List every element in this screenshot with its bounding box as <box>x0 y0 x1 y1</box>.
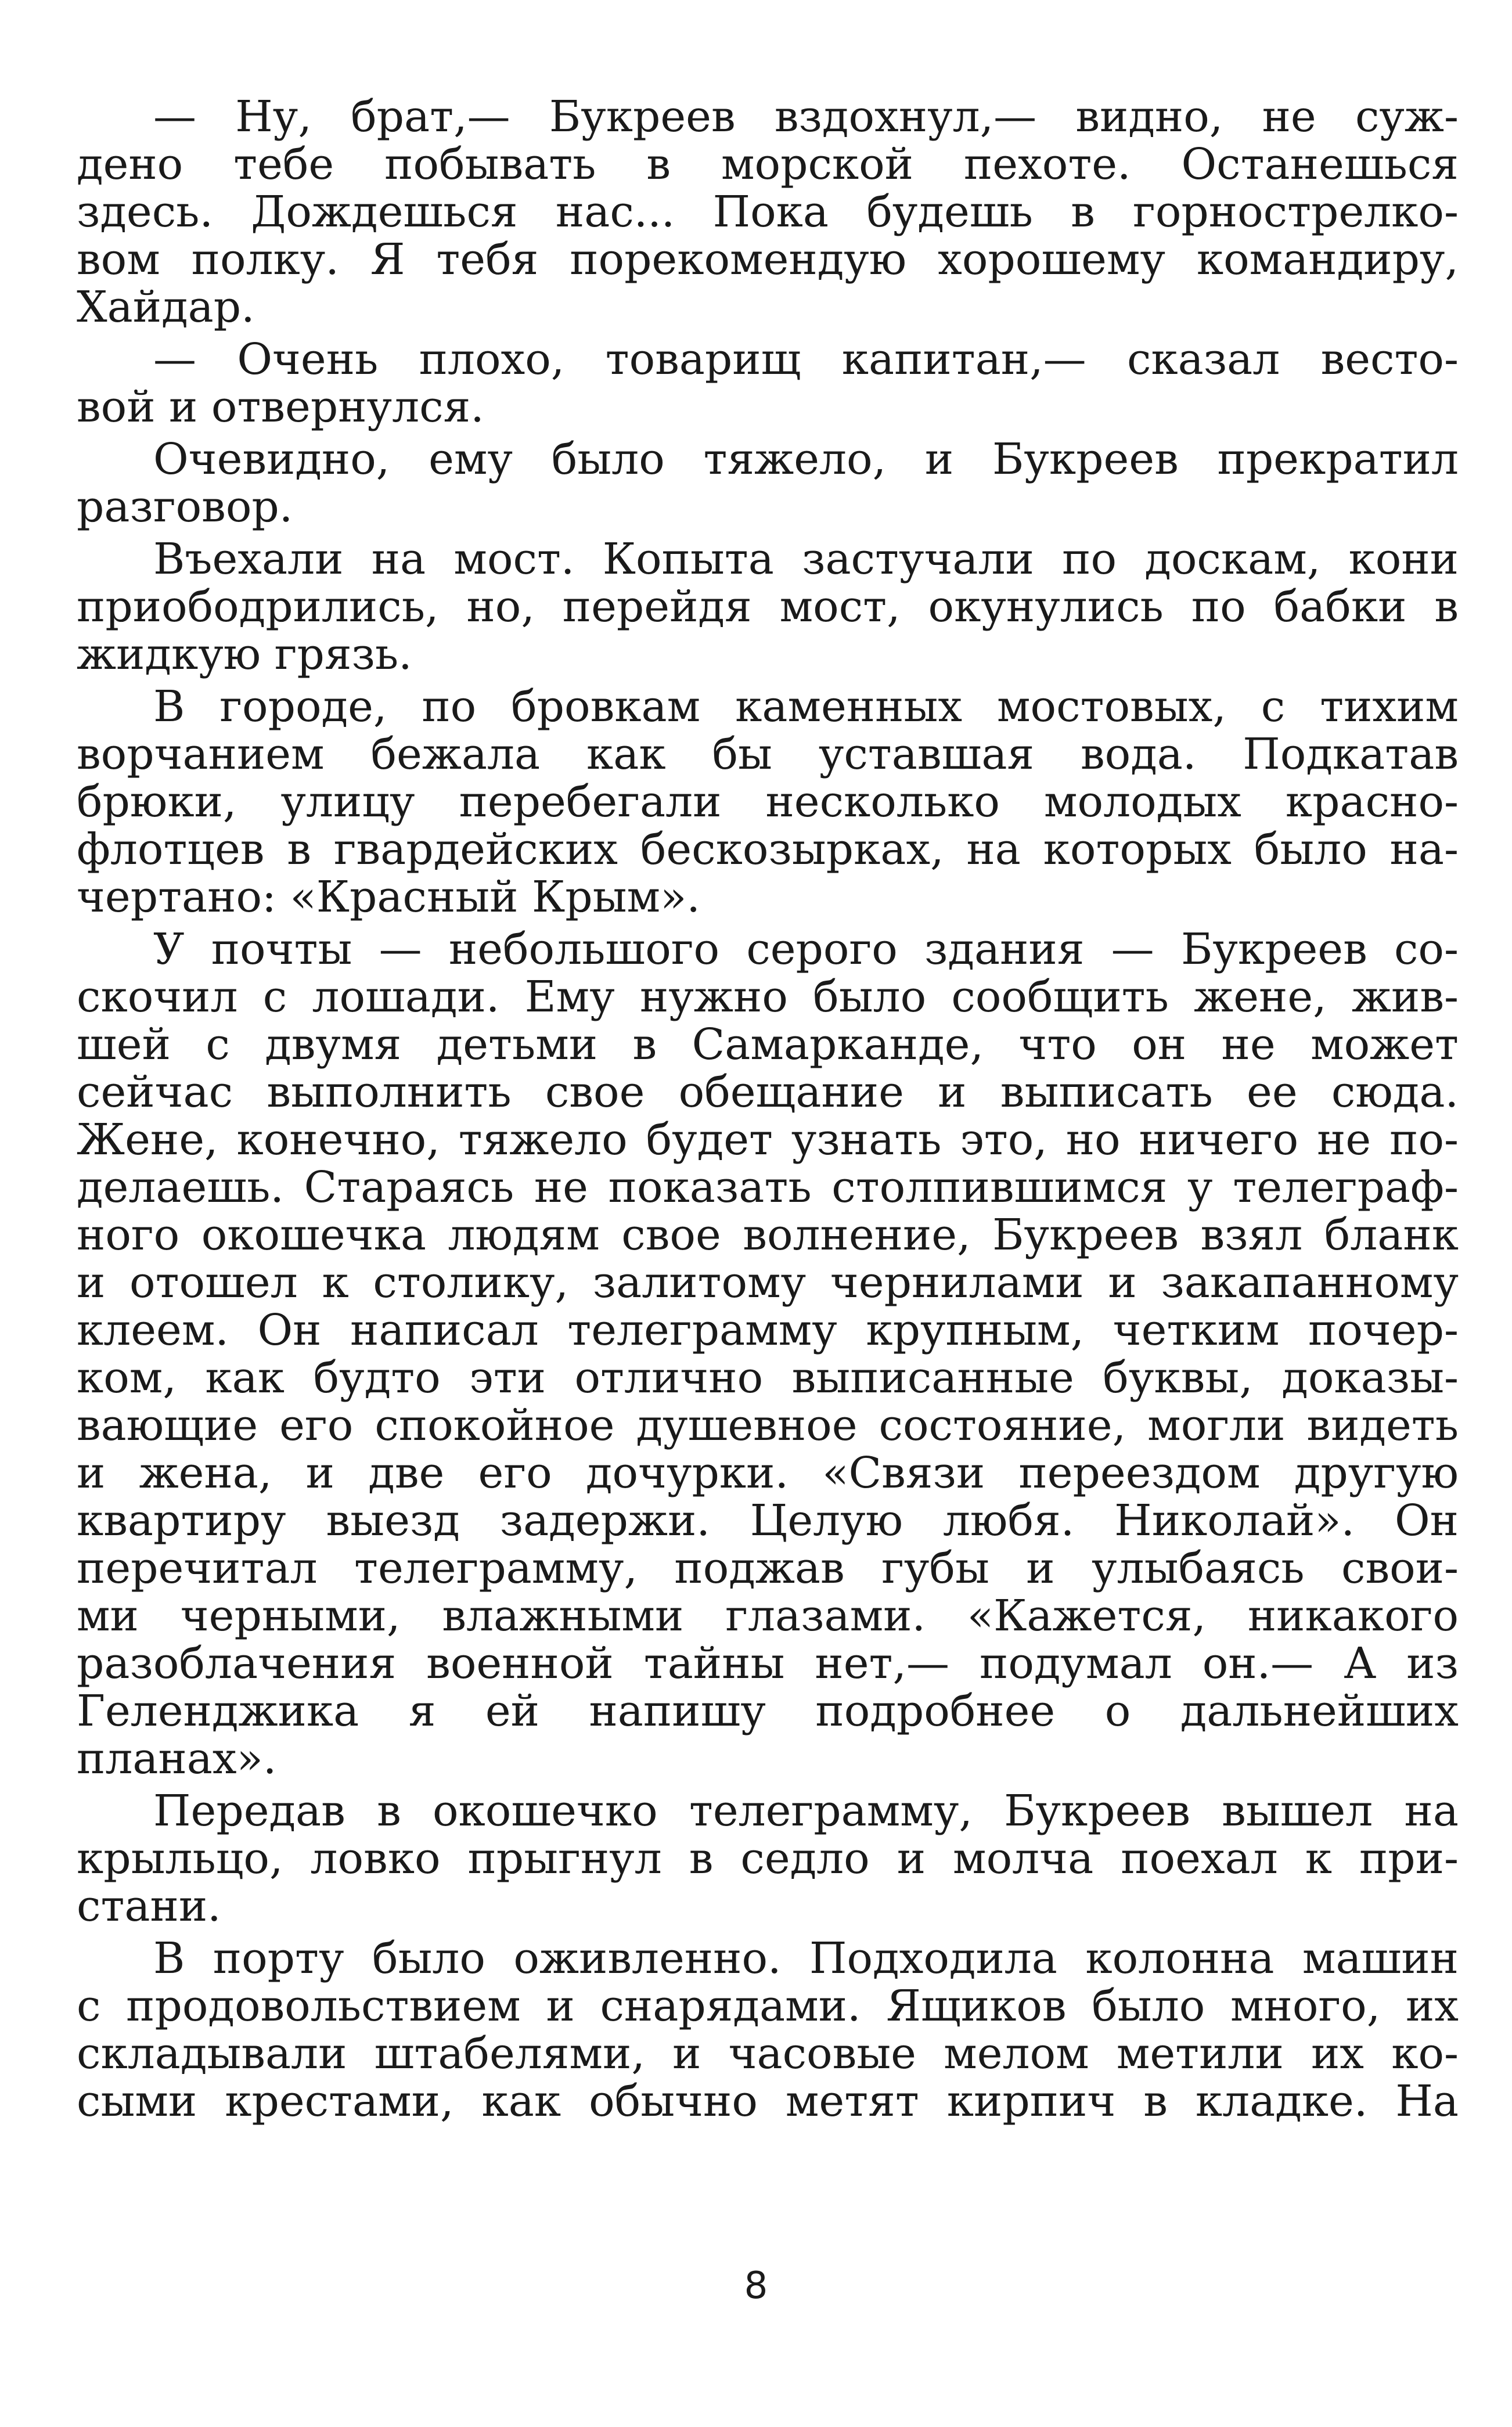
paragraph <box>77 1787 1459 1930</box>
text-line: приободрились, но, перейдя мост, окунулись по бабки в <box>77 582 1459 632</box>
text-line: ми черными, влажными глазами. «Кажется, никакого <box>77 1591 1459 1641</box>
text-line: сейчас выполнить свое обещание и выписать ее сюда. <box>77 1067 1459 1117</box>
paragraph <box>77 93 1459 331</box>
text-line: с продовольствием и снарядами. Ящиков было много, их <box>77 1981 1459 2031</box>
text-line: здесь. Дождешься нас... Пока будешь в горнострелко- <box>77 187 1459 237</box>
text-line: ного окошечка людям свое волнение, Букреев взял бланк <box>77 1210 1459 1260</box>
text-line: вом полку. Я тебя порекомендую хорошему командиру, <box>77 235 1459 285</box>
text-line: скочил с лошади. Ему нужно было сообщить жене, жив- <box>77 972 1459 1022</box>
text-line: перечитал телеграмму, поджав губы и улыбаясь свои- <box>77 1543 1459 1593</box>
text-line: Хайдар. <box>77 282 255 332</box>
text-line: Геленджика я ей напишу подробнее о дальнейших <box>77 1686 1459 1736</box>
text-line: клеем. Он написал телеграмму крупным, четким почер- <box>77 1305 1459 1355</box>
text-line: Очевидно, ему было тяжело, и Букреев прекратил <box>153 434 1459 484</box>
paragraph <box>77 336 1459 431</box>
text-line: вающие его спокойное душевное состояние, могли видеть <box>77 1400 1459 1450</box>
text-line: чертано: «Красный Крым». <box>77 872 700 922</box>
paragraph <box>77 1935 1459 2125</box>
text-line: дено тебе побывать в морской пехоте. Останешься <box>77 139 1459 189</box>
text-line: У почты — небольшого серого здания — Букреев со- <box>153 924 1459 974</box>
text-line: В порту было оживленно. Подходила колонна машин <box>153 1933 1459 1983</box>
text-line: и жена, и две его дочурки. «Связи переездом другую <box>77 1448 1459 1498</box>
text-line: Въехали на мост. Копыта застучали по доскам, кони <box>153 534 1459 584</box>
text-line: планах». <box>77 1734 277 1784</box>
text-line: Жене, конечно, тяжело будет узнать это, но ничего не по- <box>77 1115 1459 1165</box>
text-line: — Ну, брат,— Букреев вздохнул,— видно, не суж- <box>153 92 1459 142</box>
text-line: вой и отвернулся. <box>77 382 484 432</box>
text-line: крыльцо, ловко прыгнул в седло и молча поехал к при- <box>77 1834 1459 1884</box>
text-line: — Очень плохо, товарищ капитан,— сказал весто- <box>153 334 1459 384</box>
text-line: брюки, улицу перебегали несколько молодых красно- <box>77 777 1459 827</box>
paragraph <box>77 926 1459 1783</box>
text-line: и отошел к столику, залитому чернилами и закапанному <box>77 1258 1459 1308</box>
paragraph <box>77 535 1459 678</box>
text-line: жидкую грязь. <box>77 629 412 679</box>
paragraph <box>77 683 1459 921</box>
text-line: разоблачения военной тайны нет,— подумал он.— А из <box>77 1639 1459 1688</box>
page-number: 8 <box>744 2264 768 2307</box>
text-line: квартиру выезд задержи. Целую любя. Николай». Он <box>77 1496 1459 1546</box>
text-line: складывали штабелями, и часовые мелом метили их ко- <box>77 2029 1459 2079</box>
text-line: ком, как будто эти отлично выписанные буквы, доказы- <box>77 1353 1459 1403</box>
body-text <box>77 93 1459 2125</box>
text-line: делаешь. Стараясь не показать столпившимся у телеграф- <box>77 1162 1459 1212</box>
text-line: сыми крестами, как обычно метят кирпич в кладке. На <box>77 2076 1459 2126</box>
text-line: шей с двумя детьми в Самарканде, что он не может <box>77 1020 1459 1070</box>
text-line: Передав в окошечко телеграмму, Букреев вышел на <box>153 1786 1459 1836</box>
text-line: флотцев в гвардейских бескозырках, на которых было на- <box>77 824 1459 874</box>
text-line: В городе, по бровкам каменных мостовых, с тихим <box>153 682 1459 732</box>
text-line: стани. <box>77 1881 221 1931</box>
text-line: ворчанием бежала как бы уставшая вода. Подкатав <box>77 729 1459 779</box>
paragraph <box>77 435 1459 531</box>
text-line: разговор. <box>77 482 293 532</box>
